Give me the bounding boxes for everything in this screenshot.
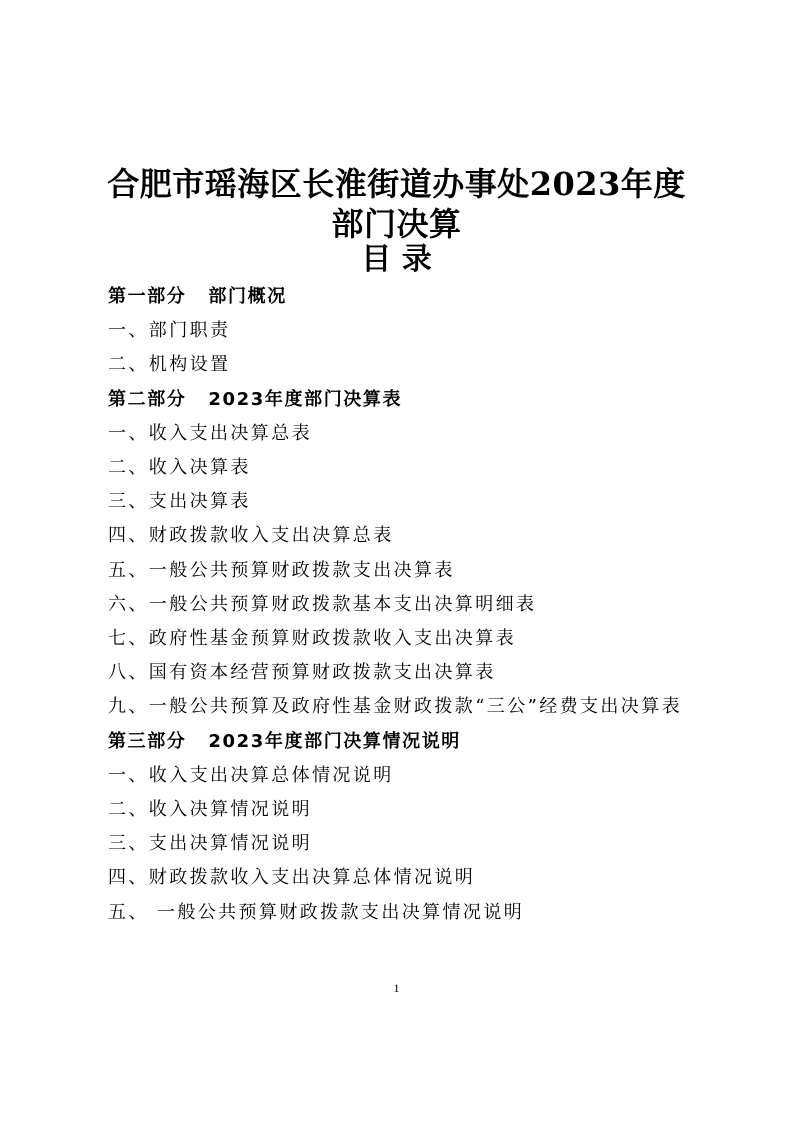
table-of-contents [108,280,698,930]
page-number: 1 [393,981,400,995]
toc-item: 一、收入支出决算总表 [108,422,312,444]
toc-part-label: 第二部分 [108,388,187,410]
toc-part-title: 2023年度部门决算表 [208,388,403,410]
toc-item: 四、财政拨款收入支出决算总体情况说明 [108,867,476,889]
document-title: 合肥市瑶海区长淮街道办事处2023年度部门决算 [107,165,686,243]
toc-part-label: 第一部分 [108,286,187,307]
toc-item: 八、国有资本经营预算财政拨款支出决算表 [108,662,496,684]
toc-item: 二、收入决算情况说明 [108,799,312,821]
toc-item: 五、一般公共预算财政拨款支出决算表 [108,559,455,581]
toc-part-title: 2023年度部门决算情况说明 [208,730,461,752]
toc-item: 二、机构设置 [108,354,231,376]
toc-item: 九、一般公共预算及政府性基金财政拨款“三公”经费支出决算表 [108,696,683,718]
toc-item: 一、收入支出决算总体情况说明 [108,764,394,786]
toc-part-heading-3 [108,725,698,759]
toc-item: 七、政府性基金预算财政拨款收入支出决算表 [108,628,516,650]
toc-heading: 目 录 [361,242,432,277]
toc-part-title: 部门概况 [208,286,287,307]
toc-part-label: 第三部分 [108,730,187,752]
toc-item: 五、 一般公共预算财政拨款支出决算情况说明 [108,901,525,923]
toc-item: 三、支出决算情况说明 [108,833,312,855]
toc-item: 四、财政拨款收入支出决算总表 [108,525,394,547]
toc-item: 三、支出决算表 [108,491,251,513]
toc-item: 六、一般公共预算财政拨款基本支出决算明细表 [108,593,537,615]
toc-item: 二、收入决算表 [108,457,251,479]
toc-part-heading-1 [108,280,698,314]
toc-item: 一、部门职责 [108,320,231,342]
toc-part-heading-2 [108,383,698,417]
